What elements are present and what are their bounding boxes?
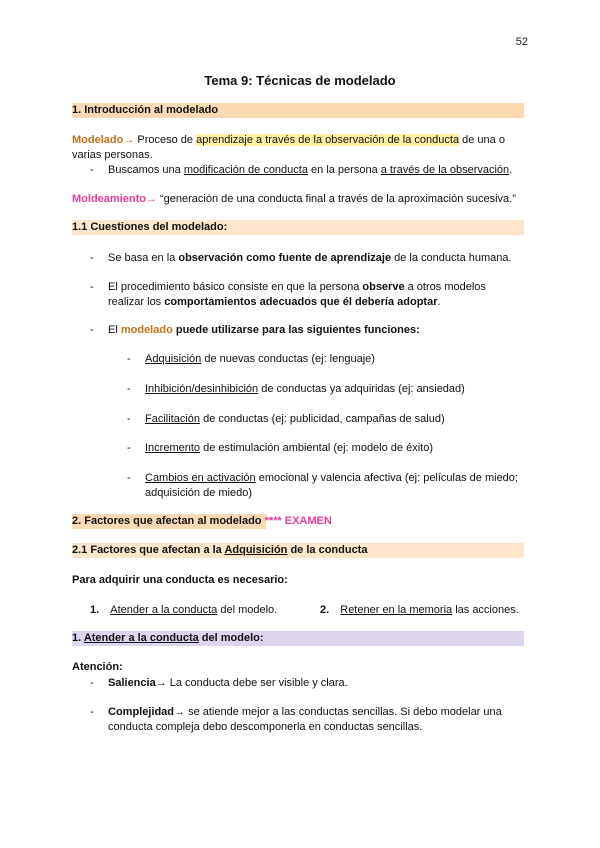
underlined-text: Retener en la memoria [340, 604, 453, 616]
text: del modelo. [217, 604, 278, 616]
function-item [127, 352, 527, 367]
bold-text: Complejidad [108, 706, 175, 718]
dash: - [127, 442, 131, 454]
heading-text: 1. [72, 632, 84, 644]
heading-text: del modelo: [198, 632, 264, 644]
function-term: Cambios en activación [145, 472, 256, 484]
underlined-text: a través de la observación [380, 164, 510, 176]
list-item [90, 705, 520, 735]
text: Buscamos una [108, 164, 184, 176]
bold-text: Saliencia [108, 677, 156, 689]
atencion-label: Atención: [72, 661, 123, 673]
dash: - [90, 706, 94, 718]
text: . [509, 164, 513, 176]
function-term: Inhibición/desinhibición [145, 383, 259, 395]
heading-cuestiones: 1.1 Cuestiones del modelado: [72, 221, 228, 233]
heading-factores [72, 515, 332, 527]
dash: - [90, 677, 94, 689]
bold-text: puede utilizarse para las siguientes funciones: [172, 324, 420, 336]
dash: - [90, 164, 94, 176]
dash: - [90, 324, 94, 336]
list-item [90, 676, 520, 691]
modelado-definition [72, 133, 528, 163]
item-number: 2. [320, 604, 330, 616]
underlined-text: Atender a la conducta [83, 632, 199, 644]
page-title: Tema 9: Técnicas de modelado [204, 73, 396, 88]
highlighted-text: aprendizaje a través de la observación de la conducta [196, 134, 460, 146]
text: “generación de una conducta final a través de la aproximación sucesiva.” [156, 193, 516, 205]
list-item [90, 323, 520, 338]
bold-text: observación como fuente de aprendizaje [178, 252, 392, 264]
dash: - [90, 281, 94, 293]
heading-adquisicion [72, 544, 367, 556]
modelado-term: modelado [120, 324, 173, 336]
item-number: 1. [90, 604, 100, 616]
dash: - [127, 413, 131, 425]
function-item [127, 412, 527, 427]
bold-text: observe [362, 281, 405, 293]
bold-text: comportamientos adecuados que él debería adoptar [164, 296, 438, 308]
heading-text: 2.1 Factores que afectan a la [72, 544, 225, 556]
numbered-item-2 [320, 603, 519, 618]
numbered-item-1 [90, 603, 277, 618]
examen-tag: **** EXAMEN [261, 515, 332, 527]
dash: - [127, 383, 131, 395]
underlined-text: modificación de conducta [183, 164, 308, 176]
page-number: 52 [515, 36, 528, 48]
function-item [127, 441, 527, 456]
text: . [437, 296, 441, 308]
text: de una o varias personas. [72, 134, 505, 161]
function-item [127, 471, 527, 501]
heading-text: de la conducta [287, 544, 368, 556]
heading-introduccion: 1. Introducción al modelado [72, 104, 219, 116]
dash: - [90, 252, 94, 264]
moldeamiento-term: Moldeamiento [72, 193, 146, 205]
text: → se atiende mejor a las conductas sencillas. Si debo modelar una conducta compleja debo descomponerla en conductas sencillas. [108, 706, 502, 733]
function-term: Adquisición [145, 353, 202, 365]
arrow: → [145, 193, 157, 205]
text: a otros modelos realizar los [108, 281, 486, 308]
list-item [90, 163, 520, 178]
function-item [127, 382, 527, 397]
underlined-text: Atender a la conducta [110, 604, 218, 616]
text: El [108, 324, 121, 336]
text: → La conducta debe ser visible y clara. [155, 677, 348, 689]
dash: - [127, 353, 131, 365]
list-item [90, 280, 520, 310]
text: las acciones. [452, 604, 519, 616]
function-term: Facilitación [145, 413, 201, 425]
function-term: Incremento [145, 442, 201, 454]
arrow: → [123, 134, 135, 146]
text: de nuevas conductas (ej: lenguaje) [201, 353, 375, 365]
text: de la conducta humana. [391, 252, 512, 264]
text: de conductas (ej: publicidad, campañas de salud) [200, 413, 445, 425]
text: en la persona [307, 164, 381, 176]
text: emocional y valencia afectiva (ej: películas de miedo; adquisición de miedo) [145, 472, 518, 499]
list-item [90, 251, 520, 266]
text: Proceso de [134, 134, 197, 146]
text: de conductas ya adquiridas (ej: ansiedad) [258, 383, 465, 395]
underlined-text: Adquisición [224, 544, 288, 556]
text: El procedimiento básico consiste en que la persona [108, 281, 363, 293]
text: Se basa en la [108, 252, 179, 264]
heading-atender [72, 632, 264, 644]
text: de estimulación ambiental (ej: modelo de éxito) [200, 442, 433, 454]
modelado-term: Modelado [72, 134, 124, 146]
heading-text: 2. Factores que afectan al modelado [72, 515, 262, 527]
moldeamiento-definition [72, 192, 528, 207]
dash: - [127, 472, 131, 484]
para-adquirir: Para adquirir una conducta es necesario: [72, 574, 288, 586]
